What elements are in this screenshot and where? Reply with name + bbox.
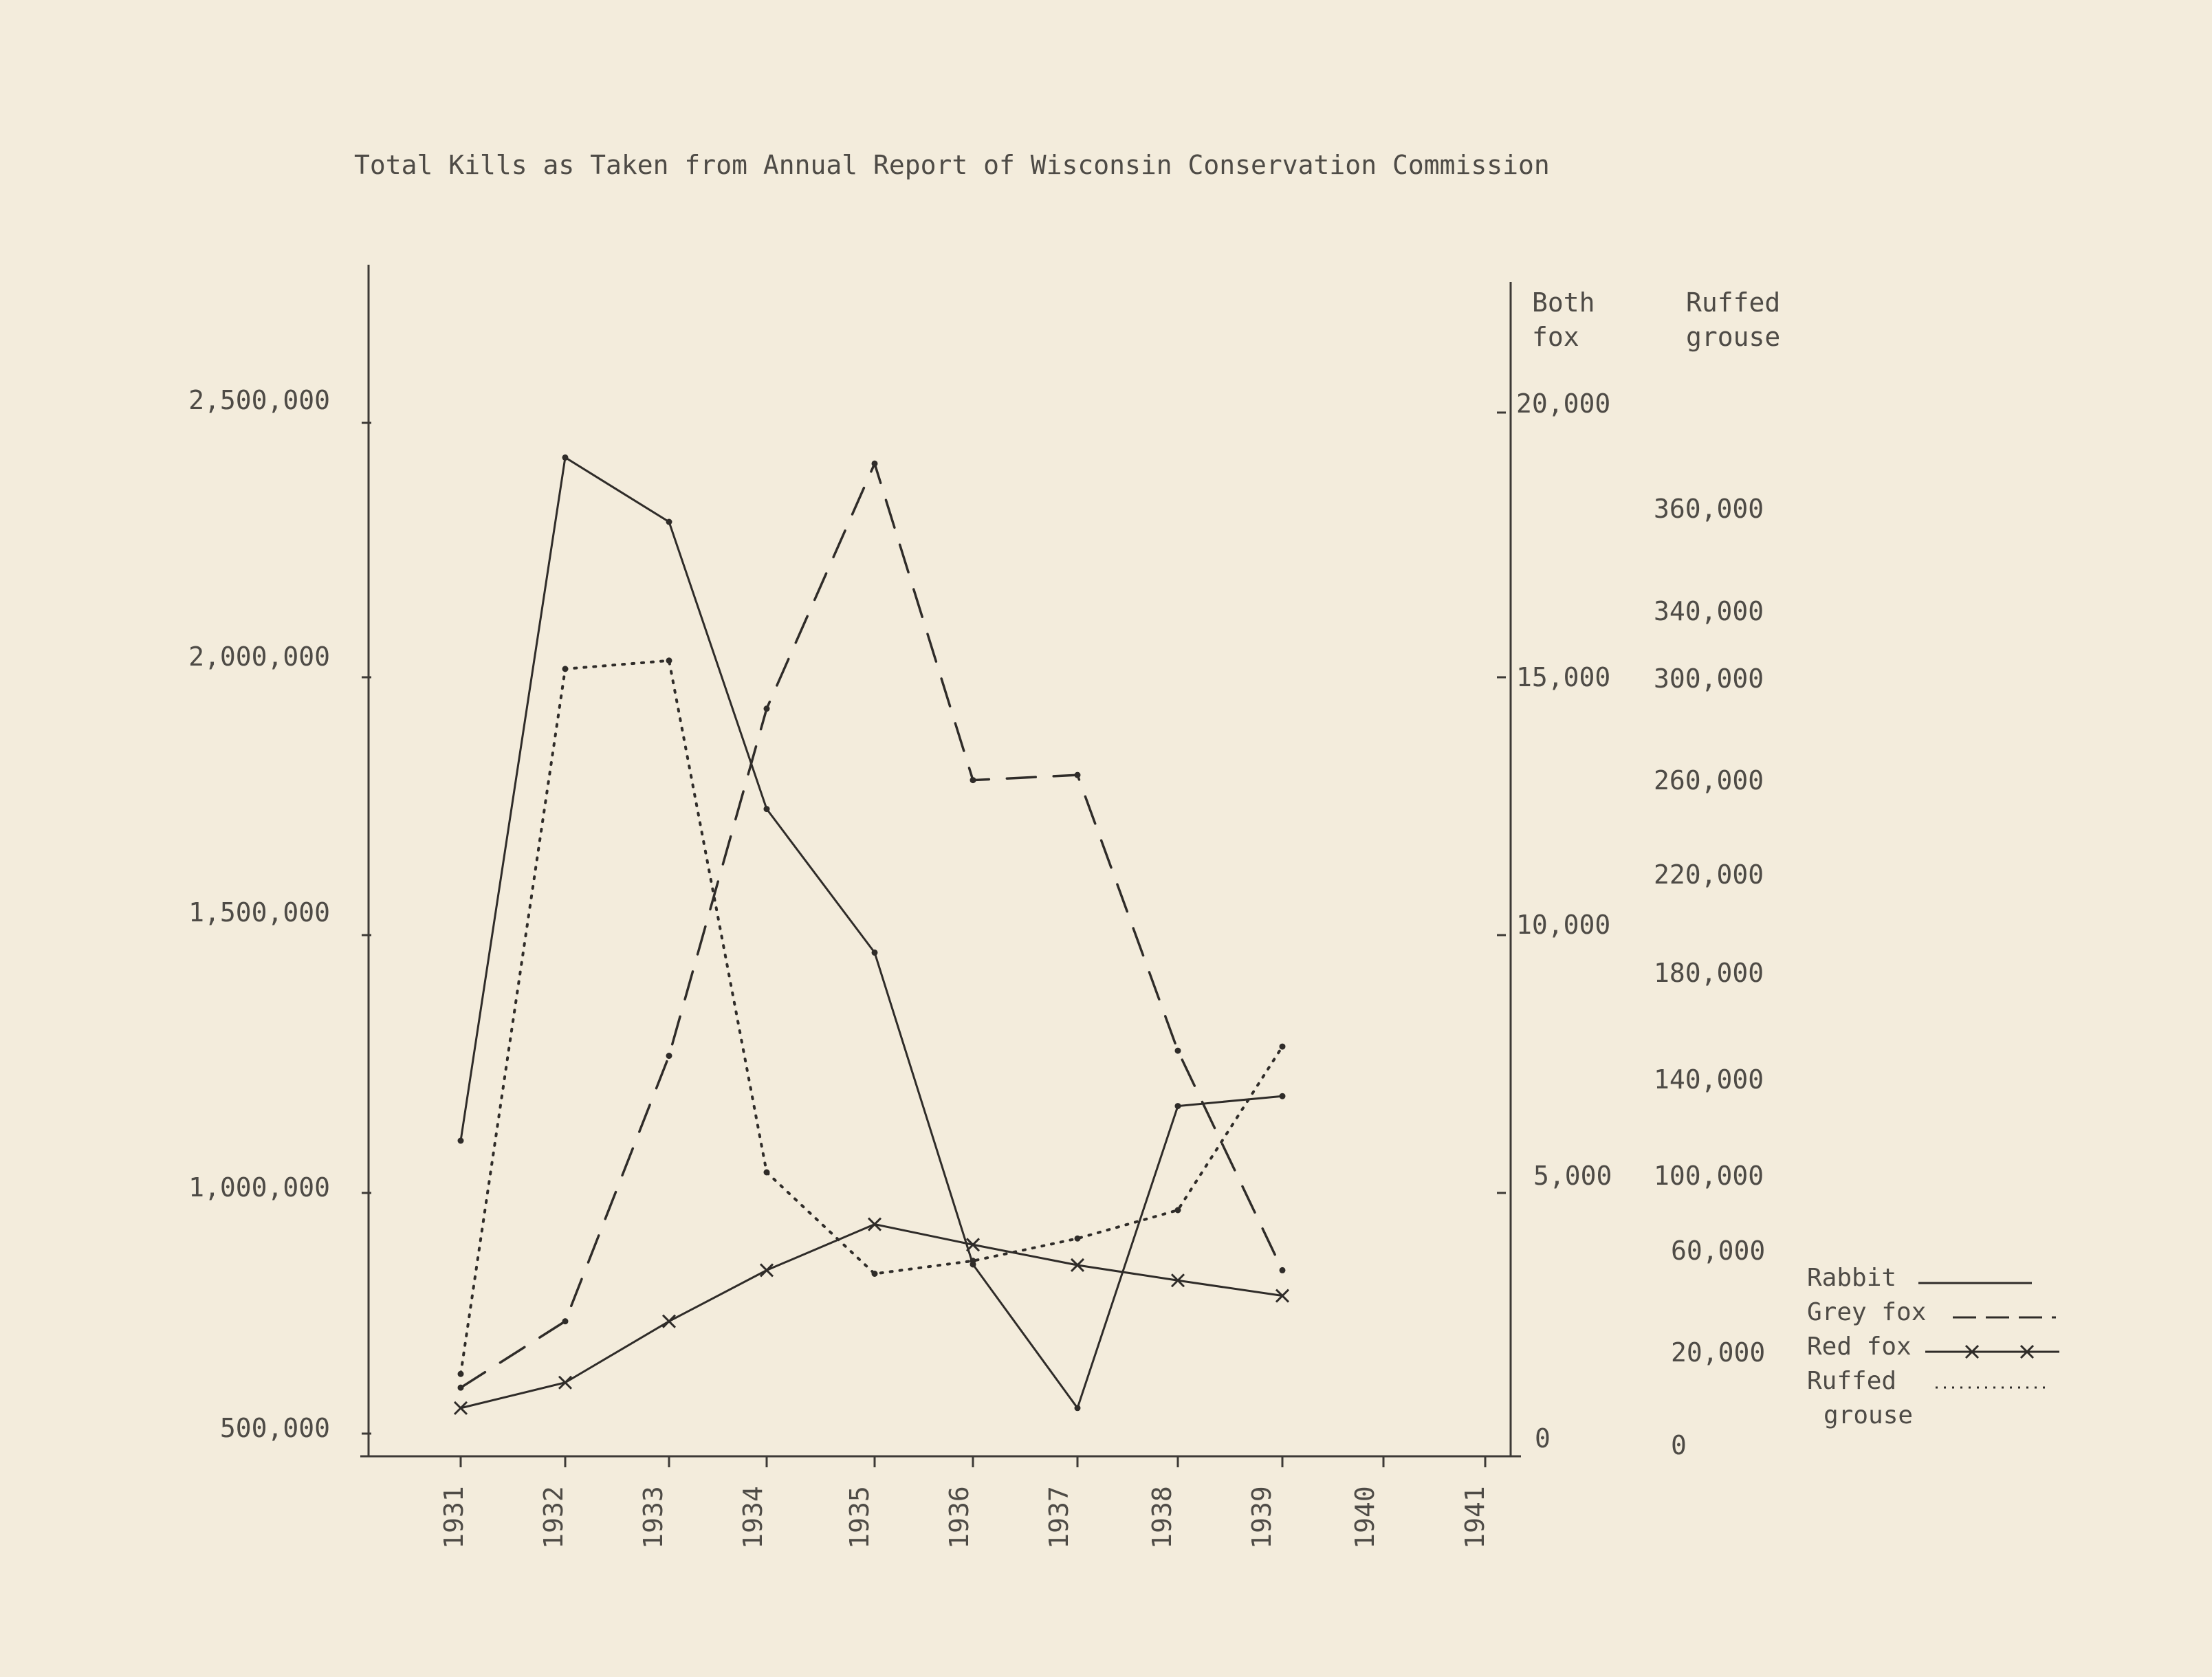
- grouse-axis-header: Ruffed: [1686, 287, 1781, 318]
- data-point-ruffed-grouse: [666, 657, 672, 664]
- fox-tick-label: 15,000: [1516, 662, 1611, 692]
- data-point-ruffed-grouse: [872, 1271, 878, 1277]
- fox-tick-label: 0: [1535, 1423, 1551, 1454]
- grouse-axis-header: grouse: [1686, 322, 1781, 352]
- x-tick-label: 1940: [1350, 1486, 1380, 1549]
- fox-axis-header: Both: [1532, 287, 1595, 318]
- grouse-tick-label: 360,000: [1654, 494, 1764, 524]
- data-point-grey-fox: [764, 705, 770, 712]
- data-point-grey-fox: [666, 1053, 672, 1059]
- fox-tick-label: 10,000: [1516, 910, 1611, 940]
- grouse-tick-label: 260,000: [1654, 765, 1764, 796]
- x-tick-label: 1931: [439, 1486, 469, 1549]
- data-point-grey-fox: [872, 461, 878, 467]
- series-line-red-fox: [461, 1225, 1282, 1408]
- fox-tick-label: 20,000: [1516, 388, 1611, 419]
- left-tick-label: 500,000: [219, 1413, 330, 1443]
- series-line-ruffed-grouse: [461, 661, 1282, 1374]
- chart-title: Total Kills as Taken from Annual Report of Wisconsin Conservation Commission: [354, 150, 1550, 180]
- grouse-tick-label: 220,000: [1654, 859, 1764, 890]
- left-tick-label: 1,500,000: [188, 897, 330, 928]
- grouse-tick-label: 100,000: [1654, 1161, 1764, 1191]
- legend-label-rabbit: Rabbit: [1807, 1264, 1897, 1292]
- data-point-ruffed-grouse: [1075, 1236, 1081, 1242]
- data-point-rabbit: [666, 519, 672, 525]
- legend-label-ruffed-grouse-2: grouse: [1824, 1401, 1914, 1429]
- data-point-rabbit: [872, 950, 878, 956]
- x-tick-label: 1934: [738, 1486, 768, 1549]
- grouse-tick-label: 20,000: [1671, 1337, 1766, 1368]
- fox-tick-label: 5,000: [1533, 1161, 1612, 1191]
- grouse-tick-label: 180,000: [1654, 958, 1764, 988]
- grouse-tick-label: 300,000: [1654, 664, 1764, 694]
- data-point-rabbit: [1175, 1103, 1181, 1109]
- data-point-ruffed-grouse: [458, 1371, 464, 1377]
- data-point-grey-fox: [1280, 1267, 1286, 1273]
- data-point-ruffed-grouse: [562, 666, 569, 672]
- left-tick-label: 2,500,000: [188, 385, 330, 415]
- x-tick-label: 1933: [638, 1486, 668, 1549]
- data-point-red-fox: [663, 1315, 675, 1328]
- x-tick-label: 1939: [1247, 1486, 1277, 1549]
- data-point-grey-fox: [1075, 772, 1081, 778]
- series-line-grey-fox: [461, 463, 1282, 1388]
- data-point-rabbit: [1075, 1405, 1081, 1411]
- data-point-ruffed-grouse: [1175, 1207, 1181, 1214]
- x-tick-label: 1936: [944, 1486, 974, 1549]
- data-point-grey-fox: [562, 1318, 569, 1324]
- left-tick-label: 1,000,000: [188, 1172, 330, 1203]
- x-tick-label: 1941: [1460, 1486, 1490, 1549]
- series-line-rabbit: [461, 457, 1282, 1407]
- grouse-tick-label: 340,000: [1654, 596, 1764, 626]
- x-tick-label: 1937: [1044, 1486, 1074, 1549]
- x-tick-label: 1932: [538, 1486, 569, 1549]
- data-point-rabbit: [562, 454, 569, 461]
- grouse-tick-label: 140,000: [1654, 1064, 1764, 1095]
- grouse-tick-label: 0: [1671, 1430, 1687, 1460]
- data-point-rabbit: [764, 806, 770, 812]
- grouse-tick-label: 60,000: [1671, 1236, 1766, 1266]
- data-point-grey-fox: [1175, 1048, 1181, 1054]
- legend-label-ruffed-grouse: Ruffed: [1807, 1367, 1897, 1395]
- x-tick-label: 1938: [1147, 1486, 1177, 1549]
- data-point-red-fox: [760, 1264, 773, 1276]
- data-point-rabbit: [458, 1138, 464, 1144]
- legend-label-red-fox: Red fox: [1807, 1333, 1912, 1361]
- x-tick-label: 1935: [844, 1486, 875, 1549]
- left-tick-label: 2,000,000: [188, 642, 330, 672]
- fox-axis-header: fox: [1532, 322, 1579, 352]
- data-point-grey-fox: [970, 777, 976, 783]
- data-point-grey-fox: [458, 1385, 464, 1391]
- data-point-ruffed-grouse: [1280, 1044, 1286, 1050]
- data-point-rabbit: [1280, 1093, 1286, 1099]
- data-point-ruffed-grouse: [764, 1170, 770, 1176]
- data-point-ruffed-grouse: [970, 1258, 976, 1264]
- legend-label-grey-fox: Grey fox: [1807, 1298, 1927, 1326]
